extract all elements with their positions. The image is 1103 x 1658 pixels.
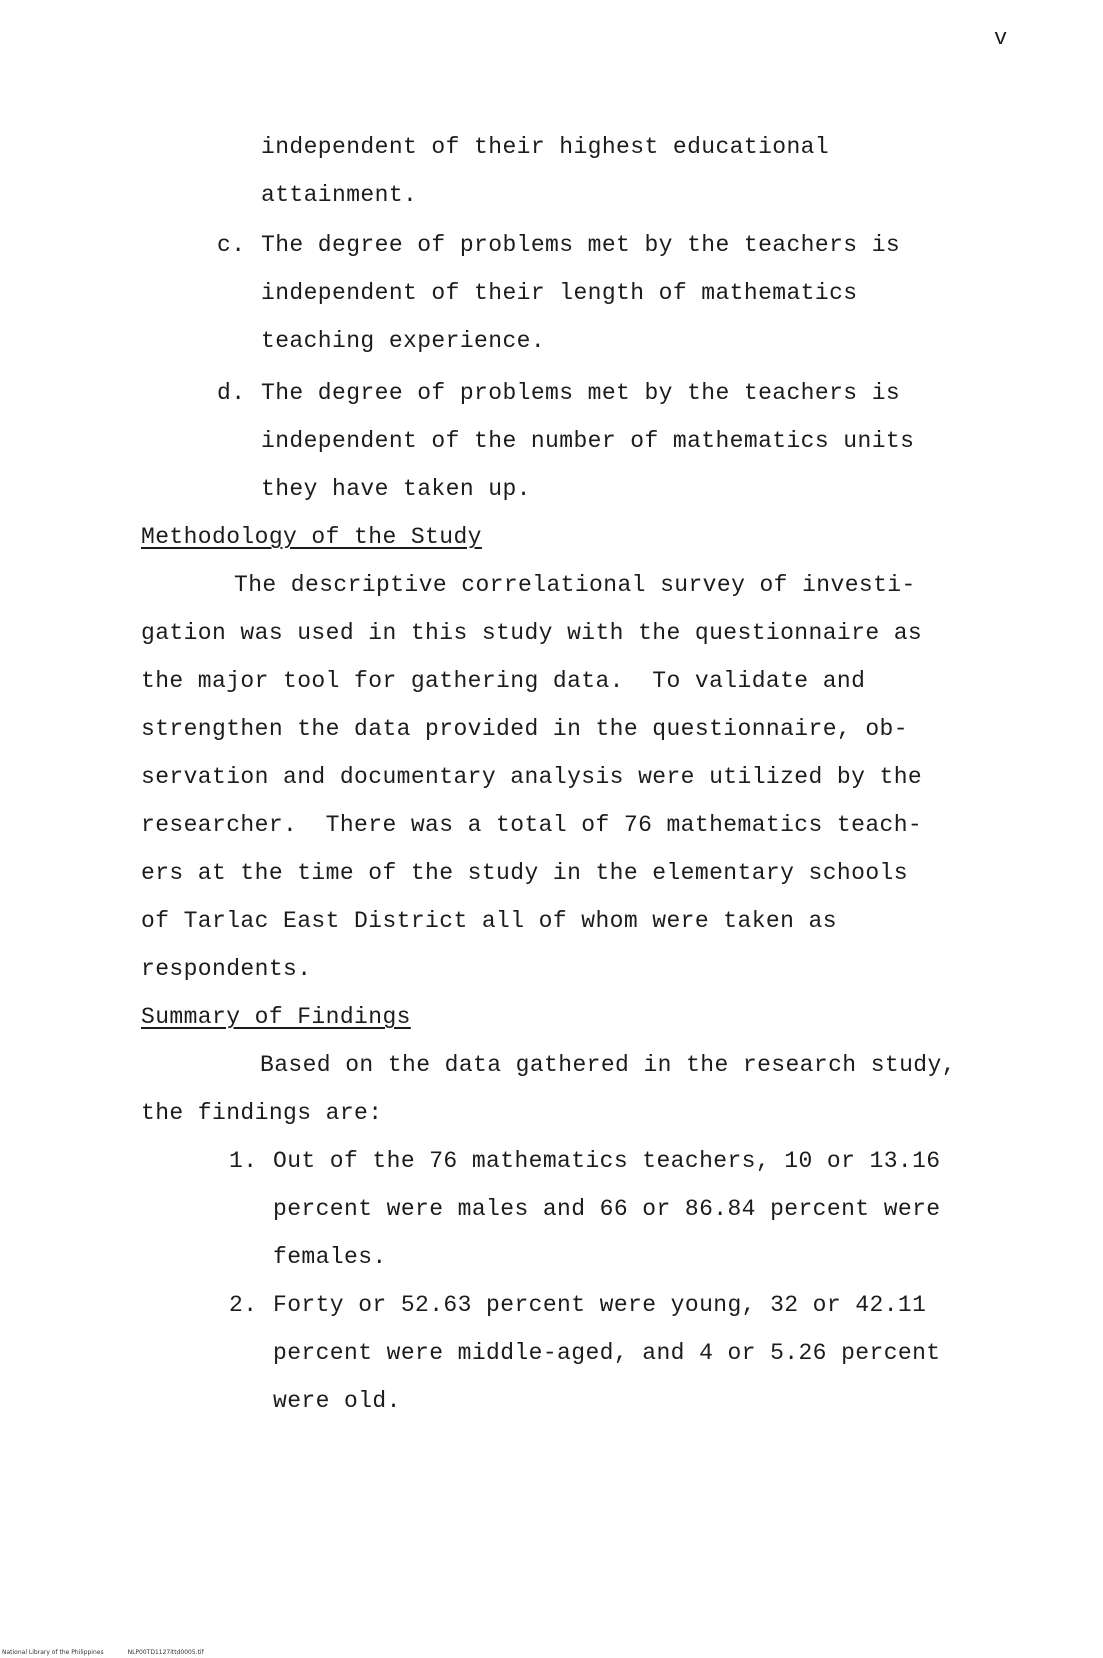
item-line: teaching experience.: [261, 328, 546, 354]
finding-line: were old.: [273, 1388, 401, 1414]
methodology-line: gation was used in this study with the questionnaire as: [141, 620, 923, 646]
item-line: they have taken up.: [261, 476, 531, 502]
item-line: The degree of problems met by the teachers is: [261, 232, 901, 258]
methodology-heading: Methodology of the Study: [141, 524, 482, 550]
finding-line: Out of the 76 mathematics teachers, 10 or 13.16: [273, 1148, 941, 1174]
summary-heading: Summary of Findings: [141, 1004, 411, 1030]
item-line: independent of the number of mathematics units: [261, 428, 915, 454]
methodology-line: The descriptive correlational survey of investi-: [234, 572, 916, 598]
summary-intro-line: the findings are:: [141, 1100, 383, 1126]
finding-marker: 2.: [229, 1292, 258, 1318]
methodology-line: of Tarlac East District all of whom were taken as: [141, 908, 837, 934]
methodology-line: servation and documentary analysis were utilized by the: [141, 764, 923, 790]
item-marker: d.: [217, 380, 246, 406]
finding-line: Forty or 52.63 percent were young, 32 or 42.11: [273, 1292, 927, 1318]
summary-intro-line: Based on the data gathered in the research study,: [260, 1052, 956, 1078]
intro-line: attainment.: [261, 182, 418, 208]
finding-line: percent were males and 66 or 86.84 percent were: [273, 1196, 941, 1222]
finding-marker: 1.: [229, 1148, 258, 1174]
methodology-line: ers at the time of the study in the elementary schools: [141, 860, 908, 886]
methodology-line: respondents.: [141, 956, 312, 982]
item-line: independent of their length of mathematics: [261, 280, 858, 306]
methodology-line: the major tool for gathering data. To validate and: [141, 668, 866, 694]
footer-file: NLP00TD1127ittd0005.tif: [127, 1649, 204, 1656]
finding-line: females.: [273, 1244, 387, 1270]
finding-line: percent were middle-aged, and 4 or 5.26 percent: [273, 1340, 941, 1366]
methodology-line: strengthen the data provided in the questionnaire, ob-: [141, 716, 908, 742]
footer-library: National Library of the Philippines: [2, 1649, 104, 1656]
item-line: The degree of problems met by the teachers is: [261, 380, 901, 406]
page-number: v: [994, 26, 1008, 51]
intro-line: independent of their highest educational: [261, 134, 830, 160]
item-marker: c.: [217, 232, 246, 258]
scan-footer: [2, 1649, 228, 1656]
methodology-line: researcher. There was a total of 76 mathematics teach-: [141, 812, 923, 838]
